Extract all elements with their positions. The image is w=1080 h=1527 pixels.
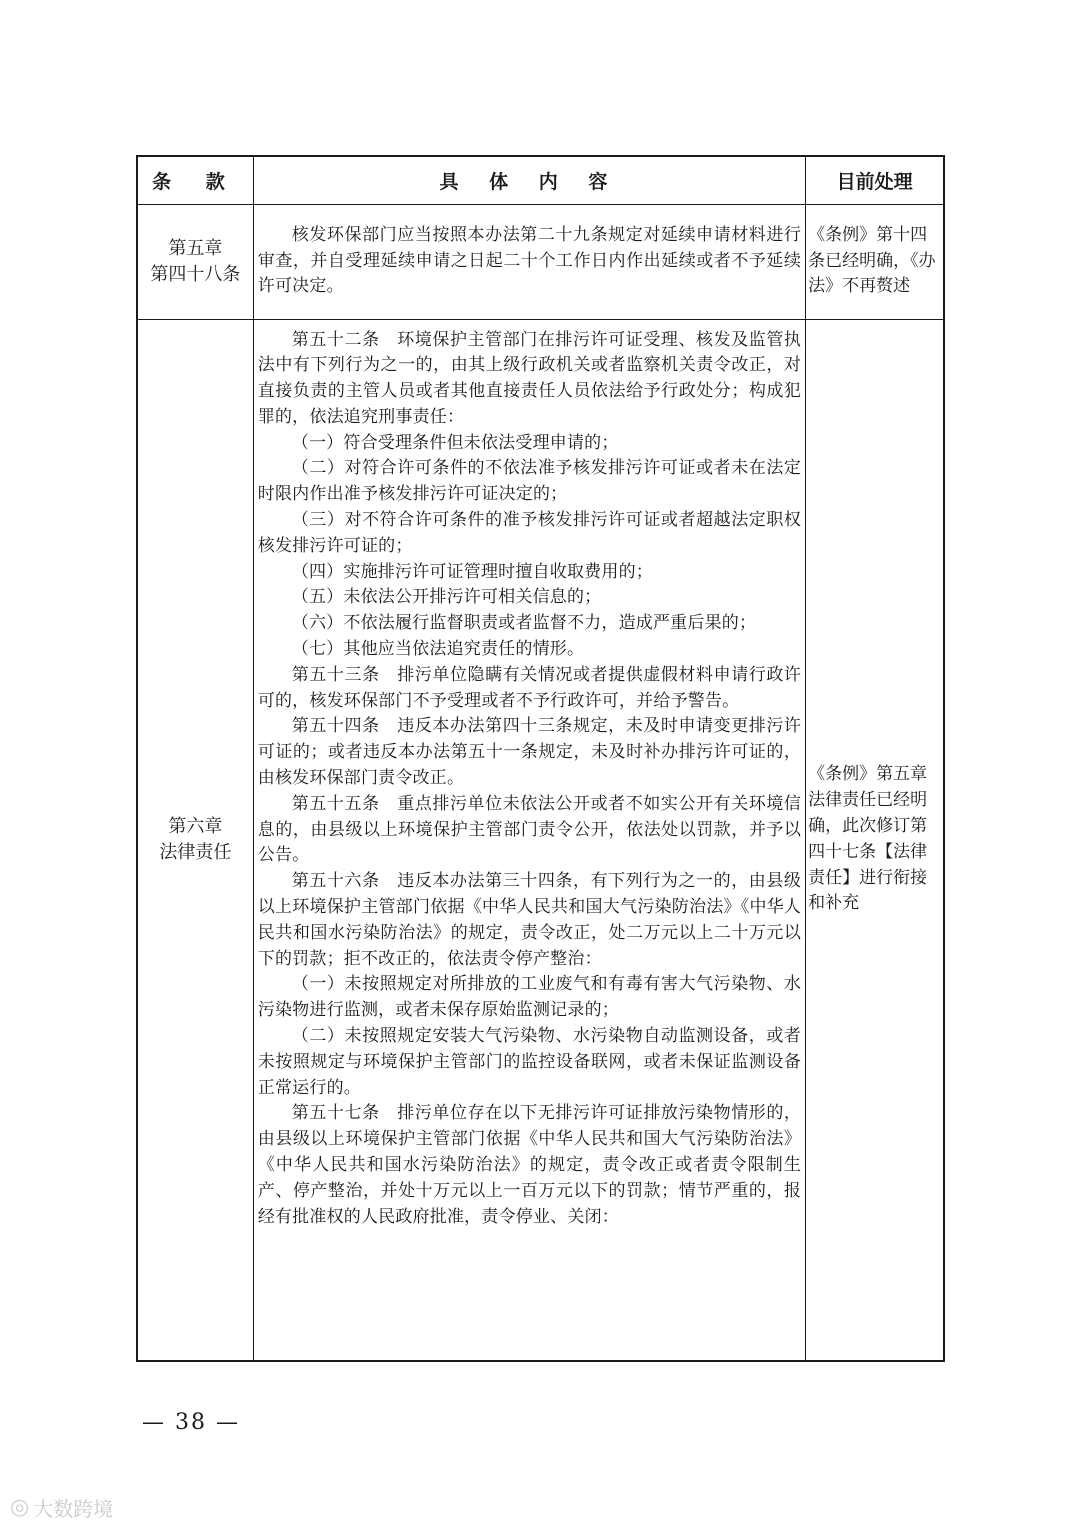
watermark-text: 大数跨境 (33, 1497, 114, 1521)
content-paragraph: （一）未按照规定对所排放的工业废气和有毒有害大气污染物、水污染物进行监测，或者未保存原始监测记录的； (257, 974, 802, 1021)
content-paragraph: （三）对不符合许可条件的准予核发排污许可证或者超越法定职权核发排污许可证的； (257, 510, 802, 556)
content-paragraph: （二）对符合许可条件的不依法准予核发排污许可证或者未在法定时限内作出准予核发排污许可证决定的； (257, 458, 802, 505)
content-paragraph: 第五十六条 违反本办法第三十四条，有下列行为之一的，由县级以上环境保护主管部门依据《中华人民共和国大气污染防治法》《中华人民共和国水污染防治法》的规定，责令改正，处二万元以上二十万元以下的罚款；拒不改正的，依法责令停产整治： (257, 871, 802, 969)
content-paragraph: 核发环保部门应当按照本办法第二十九条规定对延续申请材料进行审查，并自受理延续申请之日起二十个工作日内作出延续或者不予延续许可决定。 (257, 224, 802, 297)
header-clause: 条 款 (137, 156, 253, 204)
content-paragraph: （一）符合受理条件但未依法受理申请的； (291, 432, 619, 453)
content-cell (253, 319, 805, 1361)
content-paragraph: 第五十二条 环境保护主管部门在排污许可证受理、核发及监管执法中有下列行为之一的，由其上级行政机关或者监察机关责令改正，对直接负责的主管人员或者其他直接责任人员依法给予行政处分；构成犯罪的，依法追究刑事责任： (257, 329, 802, 427)
content-paragraph: （六）不依法履行监督职责或者监督不力，造成严重后果的； (291, 613, 757, 634)
page-number: — 38 — (142, 1410, 240, 1435)
content-paragraph: 第五十四条 违反本办法第四十三条规定，未及时申请变更排污许可证的；或者违反本办法第五十一条规定，未及时补办排污许可证的，由核发环保部门责令改正。 (257, 716, 802, 789)
table-row (137, 204, 944, 319)
provisions-table (136, 155, 945, 1362)
clause-line: 第四十八条 (150, 263, 241, 285)
clause-cell (137, 319, 253, 1361)
content-paragraph: （四）实施排污许可证管理时擅自收取费用的； (291, 561, 653, 582)
content-paragraph: 第五十七条 排污单位存在以下无排污许可证排放污染物情形的，由县级以上环境保护主管部门依据《中华人民共和国大气污染防治法》《中华人民共和国水污染防治法》的规定，责令改正或者责令限制生产、停产整治，并处十万元以上一百万元以下的罚款；情节严重的，报经有批准权的人民政府批准，责令停业、关闭： (257, 1103, 802, 1227)
content-cell (253, 204, 805, 319)
table-row (137, 319, 944, 1361)
content-paragraph: （七）其他应当依法追究责任的情形。 (291, 639, 585, 660)
watermark (10, 1493, 113, 1522)
handling-cell: 《条例》第五章法律责任已经明确，此次修订第四十七条【法律责任】进行衔接和补充 (806, 319, 944, 1361)
content-paragraph: 第五十五条 重点排污单位未依法公开或者不如实公开有关环境信息的，由县级以上环境保护主管部门责令公开，依法处以罚款，并予以公告。 (257, 793, 802, 866)
clause-line: 第五章 (168, 237, 223, 259)
table-header-row (137, 156, 944, 204)
clause-line: 第六章 (168, 815, 223, 837)
content-paragraph: 第五十三条 排污单位隐瞒有关情况或者提供虚假材料申请行政许可的，核发环保部门不予受理或者不予行政许可，并给予警告。 (257, 664, 802, 711)
clause-line: 法律责任 (159, 841, 232, 863)
clause-cell (137, 204, 253, 319)
weibo-icon: ◎ (10, 1495, 30, 1520)
header-content: 具 体 内 容 (253, 156, 805, 204)
header-handling: 目前处理 (806, 156, 944, 204)
handling-cell: 《条例》第十四条已经明确，《办法》不再赘述 (806, 204, 944, 319)
content-paragraph: （五）未依法公开排污许可相关信息的； (291, 587, 602, 608)
content-paragraph: （二）未按照规定安装大气污染物、水污染物自动监测设备，或者未按照规定与环境保护主管部门的监控设备联网，或者未保证监测设备正常运行的。 (257, 1026, 802, 1098)
